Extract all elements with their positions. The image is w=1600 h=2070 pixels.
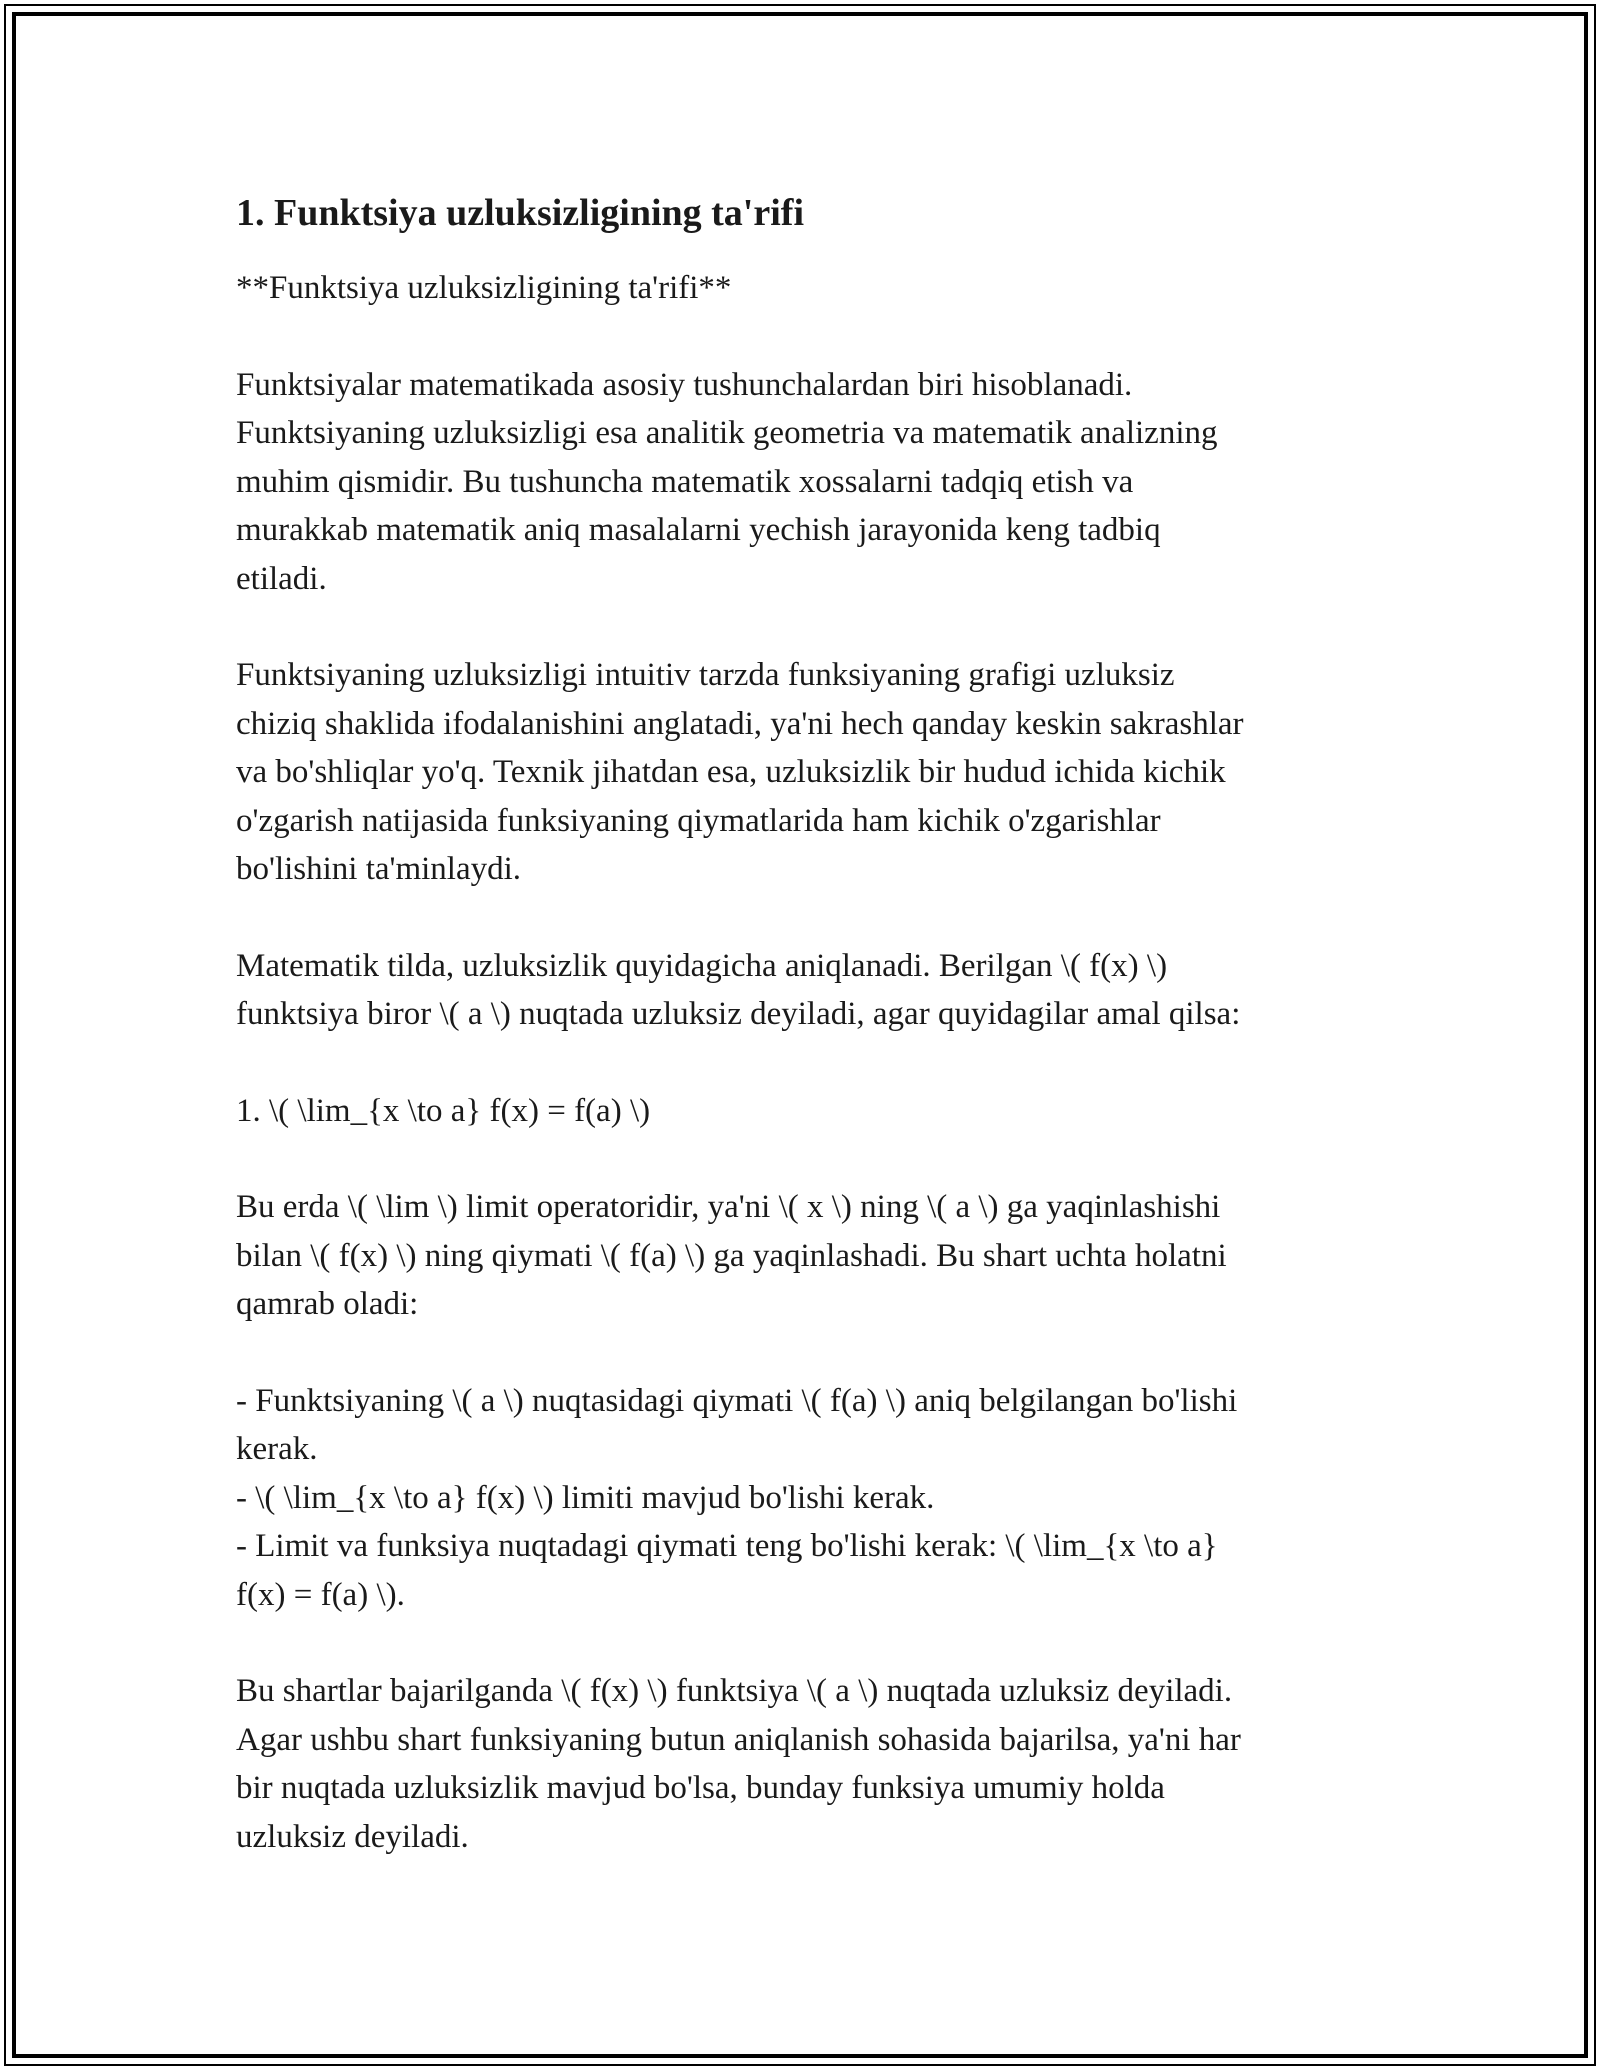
document-body	[236, 186, 1366, 1861]
explanation-paragraph: Bu erda \( \lim \) limit operatoridir, ya'ni \( x \) ning \( a \) ga yaqinlashishi bilan \( f(x) \) ning qiymati \( f(a) \) ga yaqinlashadi. Bu shart uchta holatni qamrab oladi:	[236, 1189, 1227, 1322]
section-heading: 1. Funktsiya uzluksizligining ta'rifi	[236, 192, 804, 234]
conditions-list-paragraph: - Funktsiyaning \( a \) nuqtasidagi qiymati \( f(a) \) aniq belgilangan bo'lishi kerak. - \( \lim_{x \to a} f(x) \) limiti mavjud bo'lishi kerak. - Limit va funksiya nuqtadagi qiymati teng bo'lishi kerak: \( \lim_{x \to a} f(x) = f(a) \).	[236, 1382, 1238, 1613]
limit-condition-paragraph: 1. \( \lim_{x \to a} f(x) = f(a) \)	[236, 1092, 651, 1129]
intro-paragraph: Funktsiyalar matematikada asosiy tushunchalardan biri hisoblanadi. Funktsiyaning uzluksizligi esa analitik geometria va matematik analizning muhim qismidir. Bu tushuncha matematik xossalarni tadqiq etish va murakkab matematik aniq masalalarni yechish jarayonida keng tadbiq etiladi.	[236, 366, 1218, 597]
intuition-paragraph: Funktsiyaning uzluksizligi intuitiv tarzda funksiyaning grafigi uzluksiz chiziq shaklida ifodalanishini anglatadi, ya'ni hech qanday keskin sakrashlar va bo'shliqlar yo'q. Texnik jihatdan esa, uzluksizlik bir hudud ichida kichik o'zgarish natijasida funksiyaning qiymatlarida ham kichik o'zgarishlar bo'lishini ta'minlaydi.	[236, 657, 1244, 887]
definition-paragraph: Matematik tilda, uzluksizlik quyidagicha aniqlanadi. Berilgan \( f(x) \) funktsiya biror \( a \) nuqtada uzluksiz deyiladi, agar quyidagilar amal qilsa:	[236, 947, 1241, 1032]
bold-title-paragraph: **Funktsiya uzluksizligining ta'rifi**	[236, 270, 732, 306]
conclusion-paragraph: Bu shartlar bajarilganda \( f(x) \) funktsiya \( a \) nuqtada uzluksiz deyiladi. Agar ushbu shart funksiyaning butun aniqlanish sohasida bajarilsa, ya'ni har bir nuqtada uzluksizlik mavjud bo'lsa, bunday funksiya umumiy holda uzluksiz deyiladi.	[236, 1673, 1241, 1855]
